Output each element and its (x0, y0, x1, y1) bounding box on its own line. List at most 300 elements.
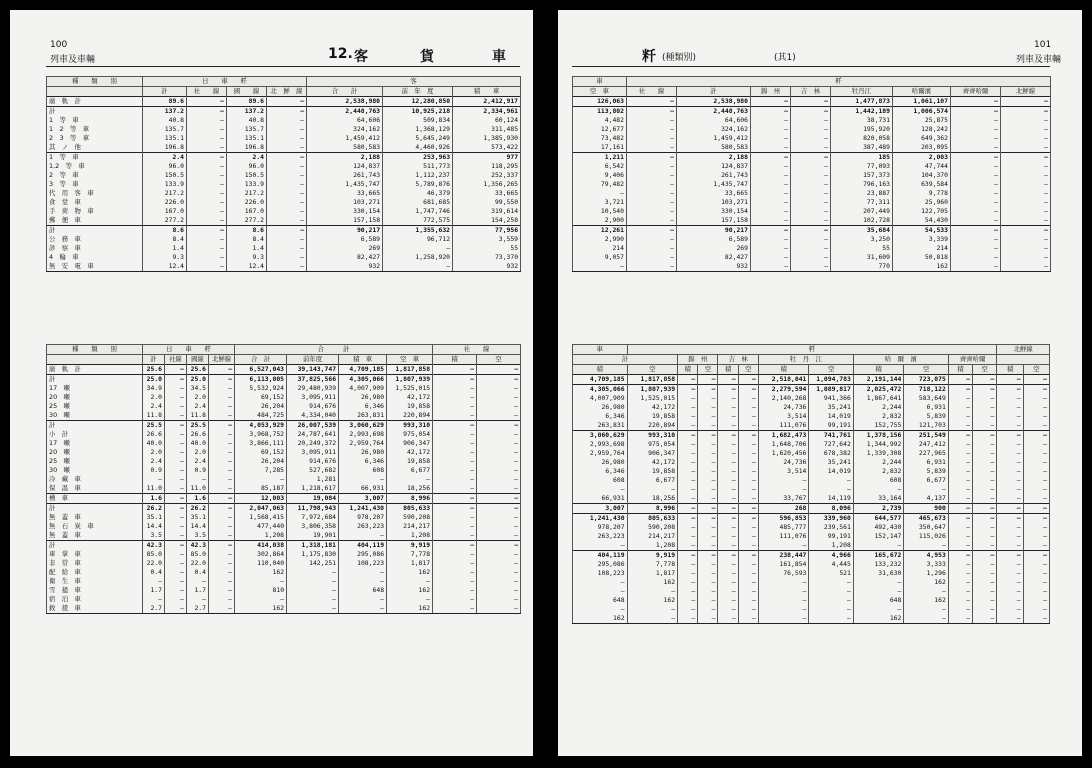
table-cell: — (718, 485, 738, 494)
table-cell: — (738, 614, 758, 624)
table-row (573, 116, 1051, 125)
table-cell: 805,633 (387, 504, 433, 514)
table-cell: 1,747,746 (383, 207, 453, 216)
table-row (573, 125, 1051, 134)
table-cell: 99,191 (809, 421, 853, 431)
rb-region-jilin: 吉 林 (718, 355, 758, 365)
table-cell: — (433, 577, 477, 586)
table-row (573, 587, 1050, 596)
table-cell: 96.0 (143, 162, 187, 171)
table-cell: — (143, 595, 165, 604)
table-cell: — (698, 458, 718, 467)
table-cell: 154,258 (453, 216, 521, 226)
table-cell: 1.6 (143, 494, 165, 504)
table-cell: 1,006,574 (893, 107, 951, 117)
rt-col-harbin: 哈爾濱 (893, 87, 951, 97)
table-cell: 9,057 (573, 253, 627, 262)
table-cell: — (997, 394, 1023, 403)
table-cell: 7,778 (387, 550, 433, 559)
table-cell: 644,577 (853, 514, 904, 524)
table-cell: 42,172 (387, 393, 433, 402)
table-cell: — (165, 586, 187, 595)
table-cell: 324,162 (677, 125, 751, 134)
table-cell: 60,124 (453, 116, 521, 125)
table-cell: — (698, 541, 718, 551)
table-cell: — (738, 532, 758, 541)
table-cell: 2.4 (143, 153, 187, 163)
table-cell: 2,832 (853, 467, 904, 476)
table-cell: 521 (809, 569, 853, 578)
table-cell: 1,620,456 (758, 449, 809, 458)
part-label: (其1) (774, 53, 796, 63)
table-cell: 26,204 (235, 457, 287, 466)
table-cell: 126,063 (573, 97, 627, 107)
table-cell: — (973, 514, 997, 524)
table-cell: — (573, 578, 628, 587)
table-cell: 1,568,415 (235, 513, 287, 522)
table-cell: 932 (677, 262, 751, 272)
lb-group-days: 日 車 粁 (143, 345, 235, 355)
table-cell: — (209, 604, 235, 614)
row-label: 無 蓋 車 (47, 513, 143, 522)
table-cell: 5,532,924 (235, 384, 287, 393)
table-cell: — (1023, 578, 1049, 587)
table-cell: — (678, 605, 698, 614)
table-cell: — (951, 171, 1001, 180)
rb-sub-3: 空 (698, 365, 718, 375)
table-cell: — (751, 207, 791, 216)
row-label: 冷 藏 車 (47, 475, 143, 484)
table-cell: 1,817,858 (627, 375, 678, 385)
table-cell: — (997, 569, 1023, 578)
table-cell: — (758, 485, 809, 494)
table-row (47, 421, 521, 431)
table-cell: — (791, 180, 831, 189)
table-cell: — (698, 494, 718, 504)
row-label: 25 噸 (47, 402, 143, 411)
table-cell: 4,709,185 (573, 375, 628, 385)
table-cell: 137.2 (143, 107, 187, 117)
table-cell: 124,837 (307, 162, 383, 171)
table-cell: 162 (904, 578, 948, 587)
row-label: 1,2 等 車 (47, 162, 143, 171)
table-cell: — (1001, 244, 1051, 253)
left-top-table (46, 76, 521, 272)
table-cell: 115,026 (904, 532, 948, 541)
table-cell: 2,538,980 (677, 97, 751, 107)
table-cell: — (948, 494, 972, 504)
table-cell: — (973, 504, 997, 514)
table-cell: — (948, 449, 972, 458)
table-cell: — (678, 494, 698, 504)
table-cell: 161,854 (758, 560, 809, 569)
table-cell: 22.0 (143, 559, 165, 568)
table-cell: — (997, 375, 1023, 385)
table-cell: 226.0 (227, 198, 267, 207)
table-cell: — (209, 421, 235, 431)
table-cell: — (698, 504, 718, 514)
table-cell: 82,427 (307, 253, 383, 262)
table-cell: — (209, 494, 235, 504)
table-cell: 162 (627, 578, 678, 587)
table-cell: 2,448,763 (307, 107, 383, 117)
table-cell: 6,677 (904, 476, 948, 485)
rt-col-total: 計 (677, 87, 751, 97)
table-cell: — (951, 198, 1001, 207)
table-cell: 906,347 (627, 449, 678, 458)
lt-col-loaded: 積 車 (453, 87, 521, 97)
row-label: 非 常 車 (47, 559, 143, 568)
table-cell: 3,968,752 (235, 430, 287, 439)
table-cell: 993,310 (627, 431, 678, 441)
left-page-number: 100 (50, 40, 68, 50)
table-cell: — (718, 569, 738, 578)
table-cell: — (758, 578, 809, 587)
rt-col-qiqihar: 齊齊哈爾 (951, 87, 1001, 97)
table-cell: 6,527,043 (235, 365, 287, 375)
table-cell: — (948, 560, 972, 569)
table-cell: — (904, 541, 948, 551)
row-label: 廣 軌 計 (47, 97, 143, 107)
table-cell: — (209, 411, 235, 421)
table-cell: 3,559 (453, 235, 521, 244)
table-cell: 203,095 (893, 143, 951, 153)
lb-group-kind: 種 類 別 (47, 345, 143, 355)
row-label: 其 ノ 他 (47, 143, 143, 153)
table-cell: — (751, 116, 791, 125)
table-cell: 157,158 (307, 216, 383, 226)
table-cell: 277.2 (227, 216, 267, 226)
table-row (573, 569, 1050, 578)
table-cell: — (1023, 412, 1049, 421)
table-row (47, 604, 521, 614)
table-cell: — (718, 504, 738, 514)
table-cell: — (339, 531, 387, 541)
rb-sub-0: 積 (573, 365, 628, 375)
table-cell: — (718, 532, 738, 541)
table-cell: 1,175,830 (287, 550, 339, 559)
table-cell: — (165, 466, 187, 475)
table-row (47, 402, 521, 411)
table-cell: — (627, 253, 677, 262)
lt-col-company: 社 線 (187, 87, 227, 97)
table-cell: — (973, 523, 997, 532)
table-cell: 73,482 (573, 134, 627, 143)
right-title-rule (572, 66, 1050, 67)
table-cell: — (791, 134, 831, 143)
lt-group-kind: 種 類 別 (47, 77, 143, 87)
table-row (47, 531, 521, 541)
table-cell: — (1023, 394, 1049, 403)
table-cell: — (948, 467, 972, 476)
table-cell: — (791, 125, 831, 134)
left-bottom-table (46, 344, 521, 614)
table-cell: — (433, 421, 477, 431)
table-cell: 25.5 (143, 421, 165, 431)
table-cell: — (187, 189, 227, 198)
table-row (573, 171, 1051, 180)
table-cell: — (209, 402, 235, 411)
table-row (573, 532, 1050, 541)
row-label: 無 蓋 車 (47, 531, 143, 541)
table-cell: 102,728 (831, 216, 893, 226)
table-cell: 261,743 (307, 171, 383, 180)
table-row (47, 235, 521, 244)
table-cell: 10,925,218 (383, 107, 453, 117)
table-row (573, 216, 1051, 226)
table-cell: 33,665 (677, 189, 751, 198)
table-row (47, 226, 521, 236)
table-cell: 12,280,850 (383, 97, 453, 107)
table-cell: — (627, 587, 678, 596)
table-cell: — (948, 587, 972, 596)
table-cell: — (718, 440, 738, 449)
table-cell: — (209, 513, 235, 522)
table-cell: — (973, 596, 997, 605)
table-cell: — (627, 198, 677, 207)
table-cell: — (477, 531, 521, 541)
table-cell: — (477, 411, 521, 421)
table-cell: 1,368,129 (383, 125, 453, 134)
table-cell: — (165, 484, 187, 494)
table-cell: — (791, 116, 831, 125)
table-cell: 7,285 (235, 466, 287, 475)
table-row (47, 393, 521, 402)
table-cell: 167.0 (227, 207, 267, 216)
table-cell: — (951, 125, 1001, 134)
table-cell: — (209, 365, 235, 375)
table-cell: 8.6 (143, 226, 187, 236)
table-cell: 103,271 (677, 198, 751, 207)
table-cell: — (209, 577, 235, 586)
table-cell: 1,318,181 (287, 541, 339, 551)
table-cell: 295,086 (339, 550, 387, 559)
table-cell: 1,385,930 (453, 134, 521, 143)
table-cell: — (1001, 116, 1051, 125)
table-cell: — (951, 235, 1001, 244)
table-cell: 1,089,817 (809, 385, 853, 395)
table-cell: — (477, 393, 521, 402)
table-cell: — (209, 550, 235, 559)
table-cell: 975,054 (627, 440, 678, 449)
table-cell: 1,525,015 (387, 384, 433, 393)
table-cell: — (165, 568, 187, 577)
table-cell: 8.4 (227, 235, 267, 244)
table-row (573, 153, 1051, 163)
table-cell: 2.0 (143, 448, 165, 457)
table-cell: — (738, 578, 758, 587)
table-cell: — (1023, 375, 1049, 385)
table-cell: 4,305,066 (573, 385, 628, 395)
table-cell: 220,894 (627, 421, 678, 431)
row-label: 2 3 等 車 (47, 134, 143, 143)
table-cell: — (973, 578, 997, 587)
table-cell: 596,853 (758, 514, 809, 524)
table-cell: — (698, 375, 718, 385)
table-row (47, 189, 521, 198)
table-cell: 9.3 (227, 253, 267, 262)
table-cell: — (339, 577, 387, 586)
table-cell: 42,172 (627, 458, 678, 467)
table-cell: — (751, 171, 791, 180)
table-row (47, 577, 521, 586)
table-cell: 1,817 (387, 559, 433, 568)
table-row (573, 189, 1051, 198)
table-cell: — (973, 412, 997, 421)
table-cell: 3,866,111 (235, 439, 287, 448)
table-cell: 2,279,594 (758, 385, 809, 395)
right-top-table (572, 76, 1051, 272)
table-cell: 35.1 (143, 513, 165, 522)
row-label: 手 荷 物 車 (47, 207, 143, 216)
table-cell: 11.8 (187, 411, 209, 421)
left-page (10, 10, 533, 756)
table-cell: — (627, 244, 677, 253)
table-cell: — (997, 385, 1023, 395)
table-cell: — (287, 568, 339, 577)
table-cell: — (951, 116, 1001, 125)
table-cell: — (698, 394, 718, 403)
table-cell: — (678, 431, 698, 441)
lb-col-national: 國線 (187, 355, 209, 365)
table-cell: 0.4 (187, 568, 209, 577)
table-cell: — (738, 440, 758, 449)
table-cell: — (948, 394, 972, 403)
table-cell: — (738, 385, 758, 395)
table-cell: — (209, 559, 235, 568)
table-row (47, 97, 521, 107)
table-row (47, 448, 521, 457)
row-label: 30 噸 (47, 411, 143, 421)
table-cell: — (1001, 97, 1051, 107)
table-cell: 477,440 (235, 522, 287, 531)
table-cell: — (1023, 523, 1049, 532)
table-cell: 269 (677, 244, 751, 253)
table-cell: 124,837 (677, 162, 751, 171)
table-row (47, 484, 521, 494)
table-cell: 217.2 (143, 189, 187, 198)
table-cell: 25.6 (187, 365, 209, 375)
table-cell: — (738, 412, 758, 421)
rb-region-jinzhou: 錦 州 (678, 355, 718, 365)
table-cell: — (627, 189, 677, 198)
table-cell: 167.0 (143, 207, 187, 216)
table-cell: — (339, 475, 387, 484)
table-cell: — (997, 440, 1023, 449)
table-cell: 387,489 (831, 143, 893, 153)
table-cell: — (791, 153, 831, 163)
table-cell: 311,485 (453, 125, 521, 134)
table-cell: — (1023, 485, 1049, 494)
rb-sub-2: 積 (678, 365, 698, 375)
table-cell: 2.4 (143, 402, 165, 411)
table-cell: — (904, 587, 948, 596)
table-cell: 295,086 (573, 560, 628, 569)
table-row (47, 559, 521, 568)
table-cell: 2,993,698 (573, 440, 628, 449)
table-cell: — (1023, 449, 1049, 458)
table-cell: — (904, 605, 948, 614)
lb-col-total: 計 (143, 355, 165, 365)
table-cell: — (973, 551, 997, 561)
table-cell: — (678, 449, 698, 458)
table-cell: — (433, 402, 477, 411)
table-cell: 302,864 (235, 550, 287, 559)
rb-group-km: 粁 (627, 345, 997, 355)
table-cell: — (235, 577, 287, 586)
table-cell: — (1001, 198, 1051, 207)
rt-col-mudanjiang: 牡丹江 (831, 87, 893, 97)
table-cell: — (209, 504, 235, 514)
table-cell: — (997, 578, 1023, 587)
row-label: 17 噸 (47, 439, 143, 448)
table-cell: — (678, 596, 698, 605)
table-cell: 1,435,747 (307, 180, 383, 189)
table-cell: 1,208 (235, 531, 287, 541)
table-cell: — (209, 484, 235, 494)
table-cell: — (165, 595, 187, 604)
table-row (47, 116, 521, 125)
table-cell: 128,242 (893, 125, 951, 134)
table-cell: 269 (307, 244, 383, 253)
table-cell: — (973, 569, 997, 578)
table-cell: 12.4 (143, 262, 187, 272)
table-cell: — (627, 97, 677, 107)
table-cell: 214 (893, 244, 951, 253)
table-cell: 1,208 (387, 531, 433, 541)
table-cell: 99,191 (809, 532, 853, 541)
table-row (573, 403, 1050, 412)
table-cell: 157,158 (677, 216, 751, 226)
table-cell: 23,887 (831, 189, 893, 198)
table-cell: — (809, 476, 853, 485)
table-cell: — (433, 411, 477, 421)
table-cell: — (948, 403, 972, 412)
table-cell: 6,677 (627, 476, 678, 485)
row-label: 廣 軌 計 (47, 365, 143, 375)
row-label: 20 噸 (47, 448, 143, 457)
table-cell: 3.5 (143, 531, 165, 541)
table-cell: 22.0 (187, 559, 209, 568)
table-cell: — (165, 430, 187, 439)
table-row (573, 244, 1051, 253)
table-cell: 2.4 (227, 153, 267, 163)
table-cell: — (209, 568, 235, 577)
table-row (573, 180, 1051, 189)
table-cell: — (165, 504, 187, 514)
table-cell: 1,459,412 (677, 134, 751, 143)
table-cell: 608 (339, 466, 387, 475)
table-cell: 40.8 (143, 116, 187, 125)
table-cell: — (948, 532, 972, 541)
table-cell: 2,188 (307, 153, 383, 163)
table-cell: — (1001, 134, 1051, 143)
table-cell: 73,370 (453, 253, 521, 262)
table-cell: 2.7 (143, 604, 165, 614)
table-cell: — (948, 605, 972, 614)
table-cell: — (267, 97, 307, 107)
table-cell: 2.0 (187, 448, 209, 457)
table-cell: — (387, 475, 433, 484)
table-row (573, 226, 1051, 236)
table-cell: — (853, 485, 904, 494)
table-cell: 7,972,684 (287, 513, 339, 522)
table-cell: 207,449 (831, 207, 893, 216)
table-cell: — (904, 614, 948, 624)
table-cell: 66,931 (339, 484, 387, 494)
table-cell: — (791, 143, 831, 153)
table-row (573, 134, 1051, 143)
